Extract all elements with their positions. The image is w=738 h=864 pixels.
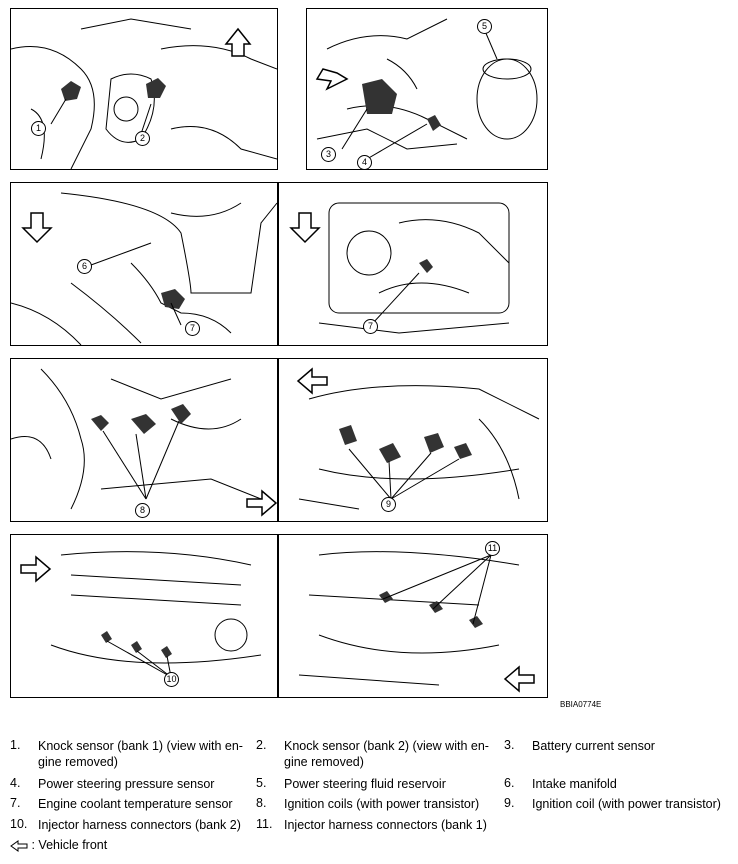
callout-7a: 7 [185, 321, 200, 336]
callout-7b: 7 [363, 319, 378, 334]
legend-item: 6. Intake manifold [504, 776, 617, 791]
panel-ignition-coils-bank1 [278, 358, 548, 522]
legend-item: 9. Ignition coil (with power transistor) [504, 796, 721, 811]
panel-injector-bank2 [10, 534, 278, 698]
callout-2: 2 [135, 131, 150, 146]
battery-sensor-drawing [307, 9, 547, 169]
ignition-coil-drawing [279, 359, 547, 521]
ignition-coils-drawing [11, 359, 277, 521]
callout-3: 3 [321, 147, 336, 162]
panel-intake-manifold [10, 182, 278, 346]
callout-9: 9 [381, 497, 396, 512]
panel-battery-sensor [306, 8, 548, 170]
legend-item: 5. Power steering fluid reservoir [256, 776, 446, 791]
callout-10: 10 [164, 672, 179, 687]
legend-item: 11. Injector harness connectors (bank 1) [256, 817, 487, 832]
panel-coolant-sensor [278, 182, 548, 346]
legend-item: 10. Injector harness connectors (bank 2) [10, 817, 241, 832]
legend-item: 7. Engine coolant temperature sensor [10, 796, 233, 811]
panel-ignition-coils-bank2 [10, 358, 278, 522]
callout-1: 1 [31, 121, 46, 136]
legend-item: 4. Power steering pressure sensor [10, 776, 215, 791]
callout-11: 11 [485, 541, 500, 556]
vehicle-front-key [10, 838, 107, 852]
callout-6: 6 [77, 259, 92, 274]
coolant-sensor-drawing [279, 183, 547, 345]
legend-item: 2. Knock sensor (bank 2) (view with en- gine removed) [256, 738, 489, 769]
legend-item: 8. Ignition coils (with power transistor) [256, 796, 480, 811]
vehicle-front-label: : Vehicle front [31, 838, 108, 852]
hollow-arrow-left-icon [10, 840, 28, 852]
injector-bank2-drawing [11, 535, 277, 697]
injector-bank1-drawing [279, 535, 547, 697]
legend-item: 3. Battery current sensor [504, 738, 655, 753]
callout-5: 5 [477, 19, 492, 34]
callout-4: 4 [357, 155, 372, 170]
legend-item: 1. Knock sensor (bank 1) (view with en- gine removed) [10, 738, 243, 769]
panel-knock-sensors [10, 8, 278, 170]
callout-8: 8 [135, 503, 150, 518]
figure-code: BBIA0774E [560, 700, 602, 709]
intake-manifold-drawing [11, 183, 277, 345]
panel-injector-bank1 [278, 534, 548, 698]
